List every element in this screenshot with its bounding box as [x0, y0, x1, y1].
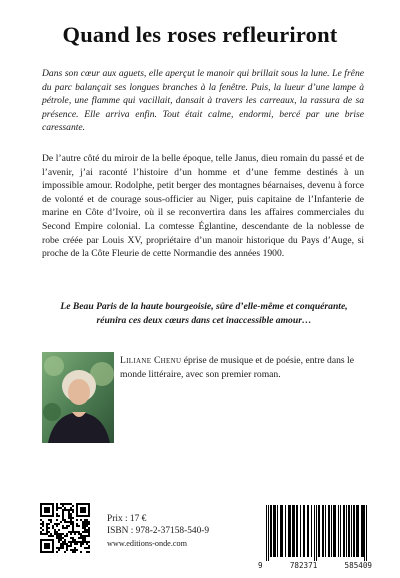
barcode-digit-left: 782371 — [289, 561, 318, 570]
barcode-digits — [258, 561, 372, 570]
author-bio — [120, 354, 364, 381]
barcode-digit-prefix: 9 — [258, 561, 263, 570]
author-bio-text: éprise de musique et de poésie, entre dans le monde littéraire, avec son premier roman. — [120, 355, 354, 380]
tagline-paragraph: Le Beau Paris de la haute bourgeoisie, sûre d’elle-même et conquérante, réunira ces deux cœurs dans cet inaccessible amour… — [60, 301, 348, 326]
qr-code — [40, 503, 90, 553]
price-label: Prix : 17 € — [107, 514, 147, 524]
author-photo — [42, 352, 114, 443]
excerpt-paragraph: Dans son cœur aux aguets, elle aperçut le manoir qui brillait sous la lune. Le frêne du parc balançait ses longues branches à la fenêtre. Puis, la lueur d’une lampe à pétrole, une flamme qui vacillait, dansait à travers les carreaux, la rassura de sa présence. Elle arriva enfin. Tout était calme, endormi, bercé par une brise caressante. — [42, 68, 364, 134]
barcode-digit-right: 585409 — [344, 561, 372, 570]
book-info — [107, 513, 209, 550]
isbn-label: ISBN : 978-2-37158-540-9 — [107, 526, 210, 537]
website-label: www.editions-onde.com — [107, 538, 187, 548]
barcode — [258, 505, 372, 561]
author-name: Liliane Chenu — [120, 355, 182, 366]
summary-paragraph: De l’autre côté du miroir de la belle époque, telle Janus, dieu romain du passé et de l’avenir, j’ai raconté l’histoire d’un homme et d’une femme destinés à un impossible amour. Rodolphe, petit berger des montagnes béarnaises, devenu à force de volonté et de courage sous-officier au Niger, puis capitaine de l’Infanterie de marine en Côte d’Ivoire, où il se reconvertira dans les affaires commerciales du Second Empire colonial. La comtesse Églantine, descendante de la noblesse de robe créée par Louis XV, propriétaire d’un manoir historique du Pays d’Auge, si proche de la Côte Fleurie de cette Normandie des années 1900. — [42, 153, 364, 260]
book-title: Quand les roses refleuriront — [62, 22, 338, 47]
